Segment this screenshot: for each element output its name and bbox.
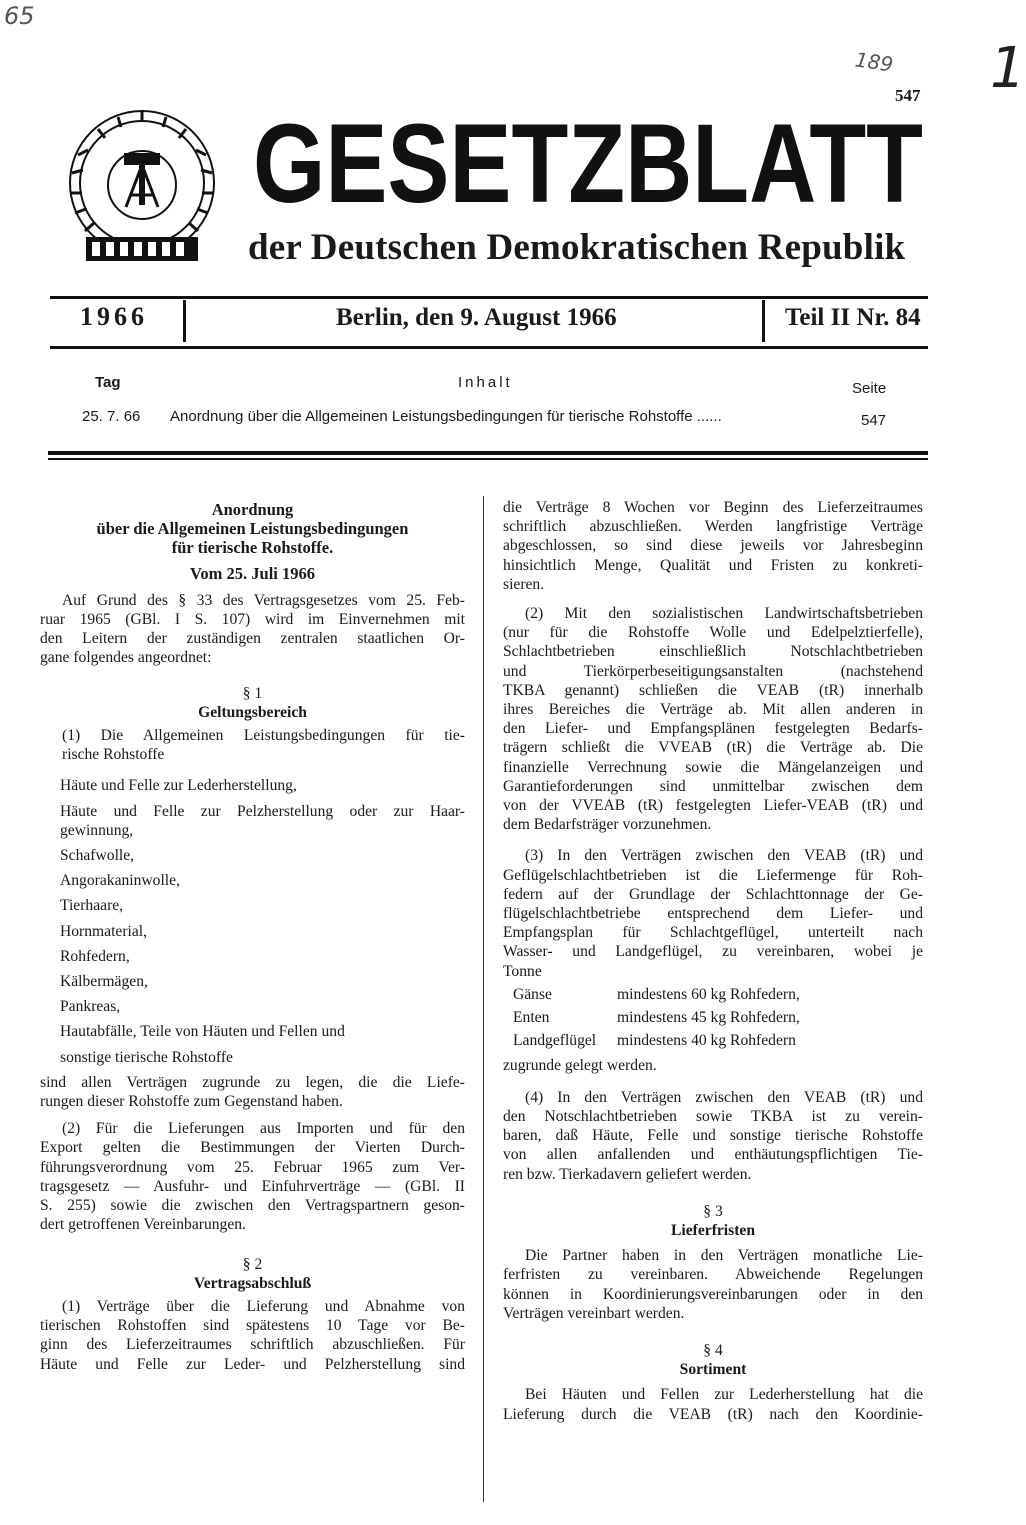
text-line: Lieferung durch die VEAB (tR) nach den Koordinie-	[503, 1405, 923, 1423]
paragraph	[40, 1073, 465, 1111]
list-item: Rohfedern,	[60, 947, 130, 965]
section-title: Vertragsabschluß	[193, 1274, 312, 1292]
text-line: von allen anfallenden und enthäutungspflichtigen Tie-	[503, 1146, 923, 1164]
text-line: den Notschlachtbetrieben sowie TKBA ist zu verein-	[503, 1107, 923, 1125]
paragraph	[503, 604, 923, 834]
toc-entry-date: 25. 7. 66	[82, 408, 141, 425]
issue-bottom-rule	[50, 346, 928, 349]
page-number: 547	[895, 86, 921, 105]
text-line: sieren.	[503, 575, 545, 593]
state-emblem-icon	[58, 103, 226, 273]
list-item: Hautabfälle, Teile von Häuten und Fellen und	[60, 1023, 345, 1041]
text-line: den Leitern der zuständigen zentralen staatlichen Or-	[40, 630, 465, 648]
paragraph	[503, 1088, 923, 1184]
text-line: S. 255) sowie die zwischen den Vertragspartnern geson-	[40, 1197, 465, 1215]
text-line: (4) In den Verträgen zwischen den VEAB (tR) und	[525, 1088, 923, 1106]
text-line: ruar 1965 (GBl. I S. 107) wird im Einvernehmen mit	[40, 611, 465, 629]
text-line: (2) Mit den sozialistischen Landwirtschaftsbetrieben	[525, 605, 923, 623]
decree-title: für tierische Rohstoffe.	[171, 538, 334, 558]
list-item: sonstige tierische Rohstoffe	[60, 1048, 233, 1066]
text-line: trägern schließt die VVEAB (tR) die Verträge ab. Die	[503, 739, 923, 757]
table-row	[503, 1031, 923, 1050]
text-line: Bei Häuten und Fellen zur Lederherstellung hat die	[525, 1386, 923, 1404]
section-number: § 1	[242, 684, 263, 702]
text-line: Auf Grund des § 33 des Vertragsgesetzes vom 25. Feb-	[62, 591, 465, 609]
commodity-list	[40, 776, 465, 1066]
text-line: (1) Verträge über die Lieferung und Abnahme von	[62, 1297, 465, 1315]
text-line: rungen dieser Rohstoffe zum Gegenstand haben.	[40, 1093, 343, 1111]
masthead-title	[248, 100, 928, 226]
column-divider	[483, 496, 484, 1502]
section-number: § 4	[703, 1341, 723, 1359]
list-item: Hornmaterial,	[60, 922, 148, 940]
section-title: Geltungsbereich	[198, 703, 307, 721]
issue-divider	[183, 300, 186, 342]
text-line: finanzielle Verrechnung sowie die Mängelanzeigen und	[503, 758, 923, 776]
paragraph	[40, 1297, 465, 1374]
handwritten-mark-top-right: 189	[853, 47, 895, 77]
toc-day-header: Tag	[95, 374, 121, 391]
text-line: dert getroffenen Vereinbarungen.	[40, 1216, 246, 1234]
text-line: Garantieforderungen sind unmittelbar zwischen dem	[503, 777, 923, 795]
list-item: Tierhaare,	[60, 897, 124, 915]
section-number: § 2	[242, 1255, 263, 1273]
text-line: flügelschlachtbetriebe entsprechend dem Liefer- und	[503, 905, 923, 923]
paragraph	[503, 498, 923, 594]
text-line: schriftlich abzuschließen. Werden langfristige Verträge	[503, 518, 923, 536]
section-number: § 3	[703, 1202, 723, 1220]
toc-rule	[48, 458, 928, 460]
table-row	[503, 1008, 923, 1027]
table-cell-bird: Enten	[513, 1009, 550, 1027]
list-item: Häute und Felle zur Lederherstellung,	[60, 777, 297, 795]
text-line: und Tierkörperbeseitigungsanstalten (nachstehend	[503, 662, 923, 680]
handwritten-mark-edge: 1	[990, 36, 1026, 101]
text-line: dem Bedarfsträger vorzunehmen.	[503, 816, 712, 834]
issue-year: 1966	[80, 302, 148, 331]
text-line: ginn des Lieferzeitraumes schriftlich abzuschließen. Für	[40, 1336, 465, 1354]
text-line: gane folgendes angeordnet:	[40, 649, 212, 667]
issue-top-rule	[50, 296, 928, 299]
text-line: sind allen Verträgen zugrunde zu legen, die die Liefe-	[40, 1073, 465, 1091]
issue-place-date: Berlin, den 9. August 1966	[336, 304, 617, 331]
text-line: abgeschlossen, so sind diese jeweils vor Jahresbeginn	[503, 537, 923, 555]
section-title: Lieferfristen	[671, 1221, 755, 1239]
left-column	[40, 500, 465, 1374]
text-line: baren, daß Häute, Felle und sonstige tierische Rohstoffe	[503, 1127, 923, 1145]
text-line: den Liefer- und Empfangsplänen festgelegten Bedarfs-	[503, 720, 923, 738]
text-line: Export gelten die Bestimmungen der Vierten Durch-	[40, 1139, 465, 1157]
list-item: Schafwolle,	[60, 847, 135, 865]
list-item: Pankreas,	[60, 998, 121, 1016]
paragraph	[503, 846, 923, 980]
decree-title: Anordnung	[211, 500, 294, 519]
handwritten-mark-top-left: 65	[4, 2, 35, 30]
text-line: ferfristen zu vereinbaren. Abweichende Regelungen	[503, 1266, 923, 1284]
text-line: rische Rohstoffe	[62, 746, 165, 764]
text-line: (3) In den Verträgen zwischen den VEAB (tR) und	[525, 847, 923, 865]
text-line: ren bzw. Tierkadavern geliefert werden.	[503, 1165, 752, 1183]
text-line: die Verträge 8 Wochen vor Beginn des Lieferzeitraumes	[503, 499, 923, 516]
text-line: tragsgesetz — Ausfuhr- und Einfuhrverträge — (GBl. II	[40, 1177, 465, 1195]
right-column	[503, 498, 923, 1424]
toc-entry-page: 547	[861, 412, 887, 429]
text-line: TKBA genannt) schließen die VEAB (tR) innerhalb	[503, 681, 923, 699]
text-line: (1) Die Allgemeinen Leistungsbedingungen für tie-	[62, 727, 465, 745]
decree-date: Vom 25. Juli 1966	[190, 563, 315, 583]
text-line: von der VVEAB (tR) festgelegten Liefer-VEAB (tR) und	[503, 797, 923, 815]
text-line: ihres Bereiches die Verträge ab. Mit allen anderen in	[503, 701, 923, 719]
masthead-subtitle: der Deutschen Demokratischen Republik	[248, 227, 906, 268]
text-line: (2) Für die Lieferungen aus Importen und für den	[62, 1120, 465, 1138]
text-line: Schlachtbetrieben einschließlich Notschlachtbetrieben	[503, 643, 923, 661]
table-row	[503, 985, 923, 1004]
text-line: (nur für die Rohstoffe Wolle und Edelpelztierfelle),	[503, 624, 923, 642]
text-line: federn auf der Grundlage der Schlachttonnage der Ge-	[503, 885, 923, 903]
table-cell-amount: mindestens 60 kg Rohfedern,	[617, 985, 800, 1003]
table-cell-amount: mindestens 40 kg Rohfedern	[617, 1032, 796, 1050]
text-line: Tonne	[503, 962, 542, 980]
list-item: Angorakaninwolle,	[60, 872, 180, 890]
text-line: hinsichtlich Menge, Qualität und Fristen zu konkreti-	[503, 556, 923, 574]
toc-page-header: Seite	[852, 380, 887, 397]
table-cell-bird: Gänse	[513, 985, 552, 1003]
text-line: Die Partner haben in den Verträgen monatliche Lie-	[525, 1247, 923, 1265]
issue-divider	[762, 300, 765, 342]
list-item: gewinnung,	[60, 821, 134, 839]
paragraph	[40, 726, 465, 764]
list-item: Kälbermägen,	[60, 973, 148, 991]
toc-content-header: Inhalt	[458, 374, 513, 391]
table-cell-bird: Landgeflügel	[513, 1032, 597, 1050]
toc-entry-title: Anordnung über die Allgemeinen Leistungsbedingungen für tierische Rohstoffe ......	[170, 408, 722, 425]
paragraph	[503, 1385, 923, 1423]
issue-part-number: Teil II Nr. 84	[785, 304, 921, 331]
feather-quota-table	[503, 985, 923, 1051]
svg-text:GESETZBLATT: GESETZBLATT	[253, 101, 923, 226]
text-line: Verträgen vereinbart werden.	[503, 1304, 685, 1322]
decree-title: über die Allgemeinen Leistungsbedingungen	[96, 519, 409, 539]
text-line: Wasser- und Landgeflügel, zu vereinbaren, wobei je	[503, 943, 923, 961]
text-line: Geflügelschlachtbetrieben ist die Liefermenge für Roh-	[503, 866, 923, 884]
text-line: zugrunde gelegt werden.	[503, 1057, 657, 1075]
text-line: Häute und Felle zur Leder- und Pelzherstellung sind	[40, 1355, 465, 1373]
toc-rule	[48, 451, 928, 455]
text-line: können in Koordinierungsvereinbarungen oder in den	[503, 1285, 923, 1303]
list-item: Häute und Felle zur Pelzherstellung oder zur Haar-	[60, 802, 465, 820]
section-title: Sortiment	[679, 1361, 747, 1379]
paragraph	[503, 1246, 923, 1323]
intro-paragraph	[40, 591, 465, 668]
text-line: tierischen Rohstoffen sind spätestens 10 Tage vor Be-	[40, 1317, 465, 1335]
text-line: Empfangsplan für Schlachtgeflügel, unterteilt nach	[503, 924, 923, 942]
table-cell-amount: mindestens 45 kg Rohfedern,	[617, 1009, 800, 1027]
paragraph	[40, 1119, 465, 1234]
text-line: führungsverordnung vom 25. Februar 1965 zum Ver-	[40, 1158, 465, 1176]
